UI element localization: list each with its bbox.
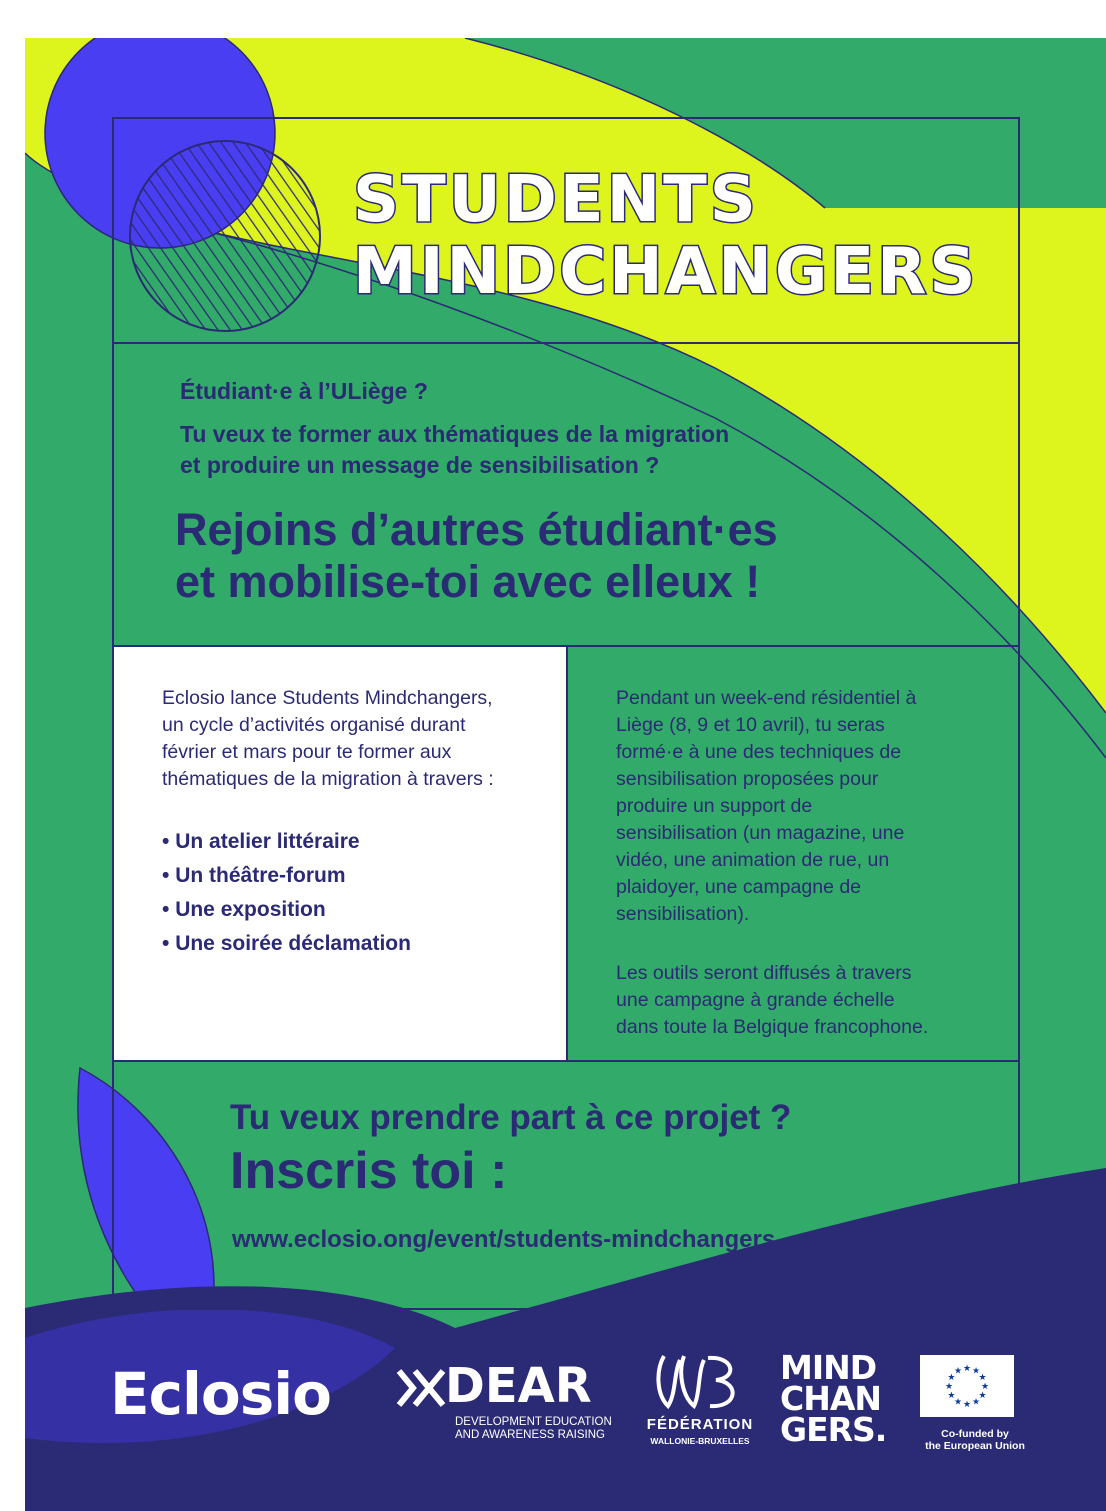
eu-caption-line: Co-funded by xyxy=(941,1428,1009,1440)
dear-subtitle-line: DEVELOPMENT EDUCATION xyxy=(455,1416,612,1428)
cta-question: Tu veux prendre part à ce projet ? xyxy=(230,1098,792,1137)
activity-item: • Une exposition xyxy=(162,893,411,927)
cta-signup: Inscris toi : xyxy=(230,1142,508,1200)
right-paragraph-line: produire un support de xyxy=(616,795,813,817)
poster xyxy=(25,38,1106,1511)
left-panel-paragraph xyxy=(162,685,552,793)
signup-link[interactable]: www.eclosio.ong/event/students-mindchangers xyxy=(232,1226,776,1253)
right-paragraph-line: formé·e à une des techniques de xyxy=(616,741,902,763)
eu-caption xyxy=(920,1428,1030,1452)
fwb-title: FÉDÉRATION xyxy=(646,1416,754,1433)
eclosio-logo: Eclosio xyxy=(110,1360,331,1428)
question-2-line-2: et produire un message de sensibilisation ? xyxy=(180,452,660,478)
fwb-subtitle: WALLONIE-BRUXELLES xyxy=(650,1436,750,1446)
right-paragraph-line: plaidoyer, une campagne de xyxy=(616,876,862,898)
mindchangers-logo-line: CHAN xyxy=(780,1379,881,1418)
eu-logo xyxy=(920,1355,1025,1452)
question-1: Étudiant·e à l’ULiège ? xyxy=(180,378,428,404)
headline-line-2: et mobilise-toi avec elleux ! xyxy=(175,556,761,607)
eu-star: ★ xyxy=(962,1399,972,1409)
right-panel-paragraph-1 xyxy=(616,685,1006,928)
fwb-logo xyxy=(640,1350,755,1450)
mindchangers-logo xyxy=(780,1348,887,1449)
right-paragraph-line: sensibilisation (un magazine, une xyxy=(616,822,905,844)
right-paragraph-line: vidéo, une animation de rue, un xyxy=(616,849,890,871)
dear-subtitle xyxy=(455,1416,612,1442)
right-paragraph-line: une campagne à grande échelle xyxy=(616,989,895,1011)
eu-star: ★ xyxy=(978,1372,987,1382)
right-panel-paragraph-2 xyxy=(616,960,1006,1041)
title-line-1: STUDENTS xyxy=(353,163,759,237)
right-paragraph-line: Pendant un week-end résidentiel à xyxy=(616,687,917,709)
left-paragraph-line: thématiques de la migration à travers : xyxy=(162,768,494,790)
eu-star: ★ xyxy=(962,1363,972,1373)
dear-logo xyxy=(393,1358,612,1448)
eu-star: ★ xyxy=(971,1365,981,1376)
headline-line-1: Rejoins d’autres étudiant·es xyxy=(175,504,778,555)
left-paragraph-line: Eclosio lance Students Mindchangers, xyxy=(162,687,493,709)
eu-star: ★ xyxy=(947,1372,956,1382)
right-paragraph-line: Les outils seront diffusés à travers xyxy=(616,962,912,984)
activity-item: • Une soirée déclamation xyxy=(162,927,411,961)
eu-star: ★ xyxy=(944,1381,954,1391)
right-paragraph-line: dans toute la Belgique francophone. xyxy=(616,1016,929,1038)
eu-star: ★ xyxy=(971,1396,981,1407)
activities-list xyxy=(162,825,411,961)
left-paragraph-line: un cycle d’activités organisé durant xyxy=(162,714,466,736)
right-paragraph-line: Liège (8, 9 et 10 avril), tu seras xyxy=(616,714,885,736)
activity-item: • Un atelier littéraire xyxy=(162,825,411,859)
right-paragraph-line: sensibilisation). xyxy=(616,903,750,925)
right-paragraph-line: sensibilisation proposées pour xyxy=(616,768,879,790)
fwb-mark-icon xyxy=(654,1350,744,1412)
mindchangers-logo-line: MIND xyxy=(780,1348,877,1387)
eu-star: ★ xyxy=(980,1381,990,1391)
title-line-2: MINDCHANGERS xyxy=(353,235,979,309)
eu-caption-line: the European Union xyxy=(925,1440,1025,1452)
mindchangers-logo-line: GERS. xyxy=(780,1410,887,1449)
eu-flag-icon xyxy=(920,1355,1014,1417)
question-2-line-1: Tu veux te former aux thématiques de la migration xyxy=(180,421,730,447)
dear-mark-icon xyxy=(393,1363,449,1413)
eu-star: ★ xyxy=(978,1390,987,1400)
dear-subtitle-line: AND AWARENESS RAISING xyxy=(455,1429,605,1441)
eu-star: ★ xyxy=(947,1390,956,1400)
activity-item: • Un théâtre-forum xyxy=(162,859,411,893)
eu-star: ★ xyxy=(953,1396,963,1407)
left-paragraph-line: février et mars pour te former aux xyxy=(162,741,452,763)
eu-star: ★ xyxy=(953,1365,963,1376)
dear-wordmark: DEAR xyxy=(445,1358,592,1414)
